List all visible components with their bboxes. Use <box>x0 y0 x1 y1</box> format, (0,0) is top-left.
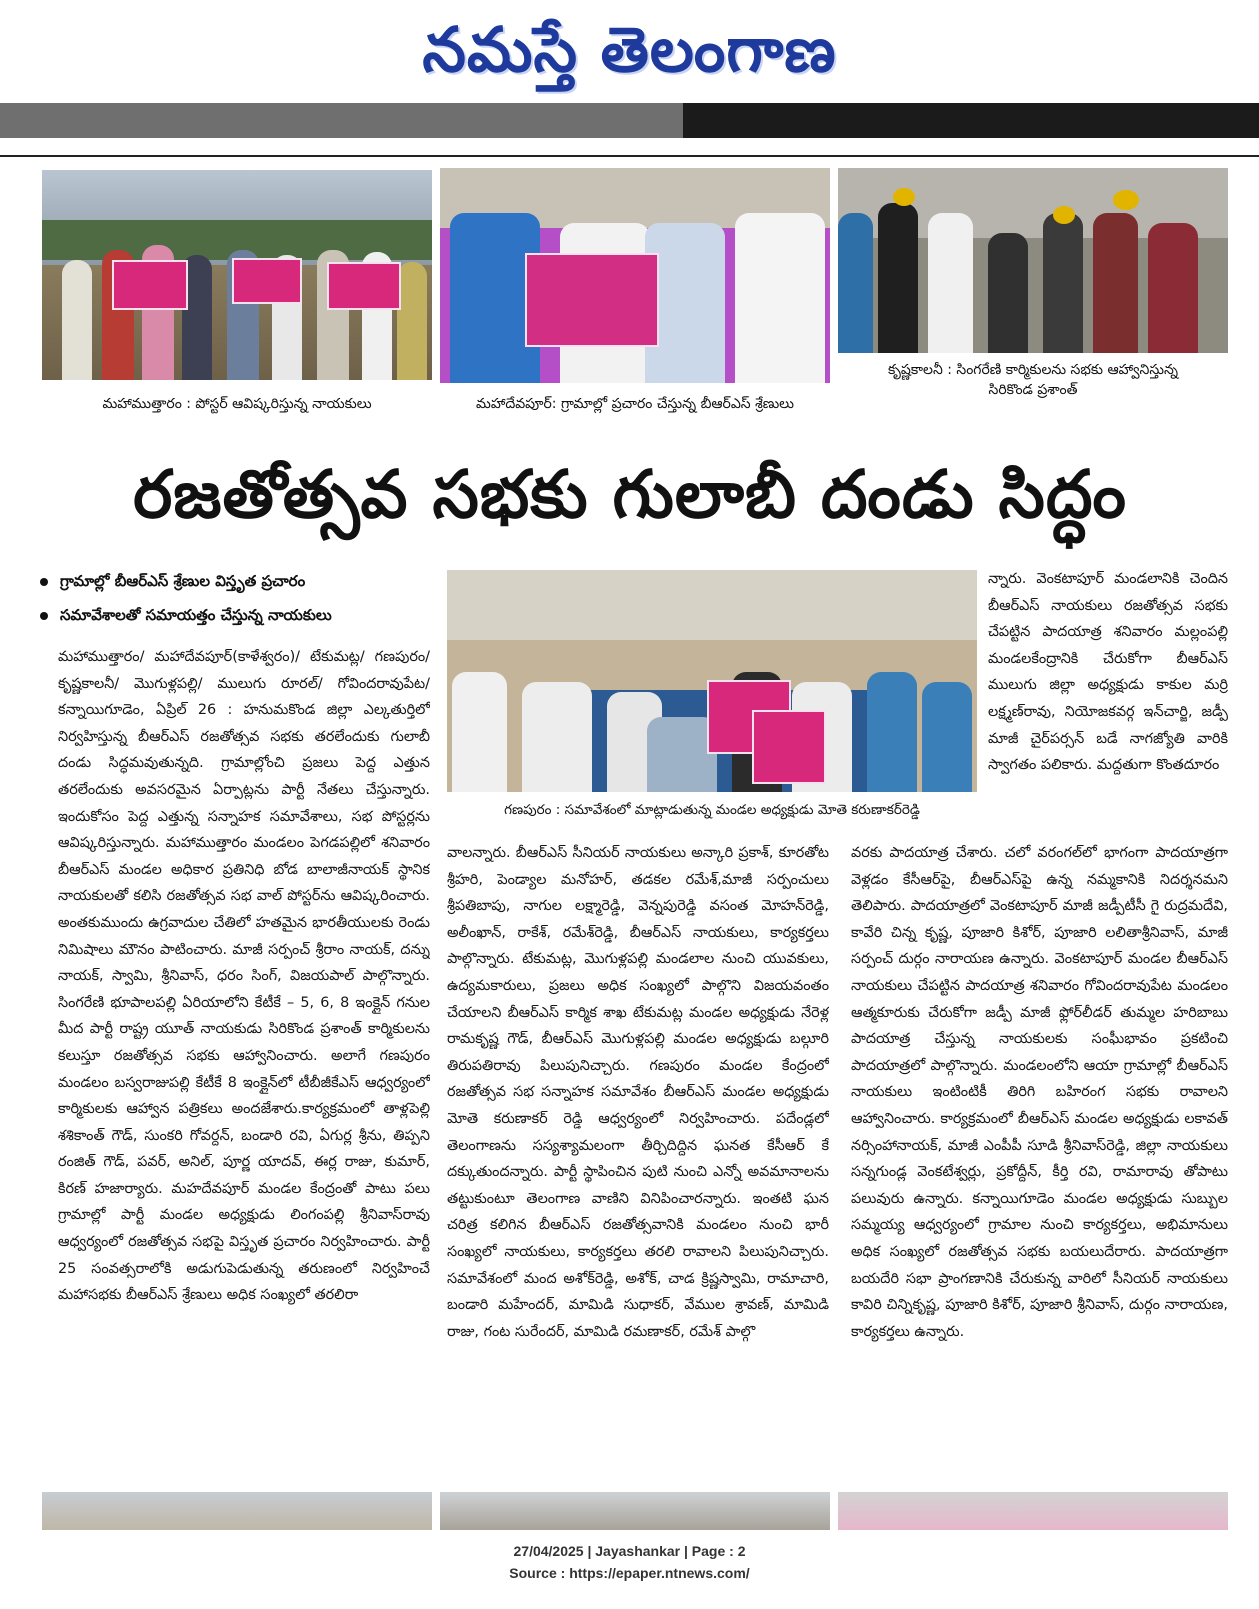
header-rule <box>0 155 1259 157</box>
footer <box>0 1540 1259 1584</box>
caption-photo3-line1: కృష్ణకాలనీ : సింగరేణి కార్మికులను సభకు ఆహ్వానిస్తున్న <box>887 362 1178 378</box>
article-column-2 <box>447 840 829 1440</box>
photo-strip-left <box>42 1492 432 1530</box>
article-column-1 <box>58 644 430 1439</box>
photo-ganapuram <box>447 570 977 792</box>
photo-strip-center <box>440 1492 830 1530</box>
header-bar-black <box>683 103 1259 138</box>
bullet-icon <box>40 612 48 620</box>
footer-source-link[interactable]: Source : https://epaper.ntnews.com/ <box>509 1565 750 1581</box>
photo-krishnacolony <box>838 168 1228 353</box>
article-column-3-bottom <box>851 840 1228 1440</box>
caption-photo4: గణపురం : సమావేశంలో మాట్లాడుతున్న మండల అధ్యక్షుడు మోతె కరుణాకర్‌రెడ్డి <box>504 802 920 818</box>
caption-photo2: మహాదేవపూర్: గ్రామాల్లో ప్రచారం చేస్తున్న బీఆర్ఎస్ శ్రేణులు <box>476 396 794 412</box>
newspaper-logo: నమస్తే తెలంగాణ <box>422 13 837 86</box>
caption-photo3-line2: సిరికొండ ప్రశాంత్ <box>988 382 1078 398</box>
bullet-icon <box>40 578 48 586</box>
article-col1-text: మహాముత్తారం/ మహాదేవపూర్(కాళేశ్వరం)/ టేకుమట్ల/ గణపురం/ కృష్ణకాలనీ/ మొగుళ్లపల్లి/ ములుగు రూరల్/ గోవిందరావుపేట/ కన్నాయిగూడెం, ఏప్రిల్ 26 : హనుమకొండ జిల్లా ఎల్కతుర్తిలో నిర్వహిస్తున్న బీఆర్ఎస్ రజతోత్సవ సభకు తరలేందుకు గులాబీ దండు సిద్ధమవుతున్నది. గ్రామాల్లోంచి ప్రజలు పెద్ద ఎత్తున తరలేందుకు అవసరమైన ఏర్పాట్లను పార్టీ నేతలు చేస్తున్నారు. ఇందుకోసం పెద్ద ఎత్తున్న సన్నాహక సమావేశాలు, సభ పోస్టర్లను ఆవిష్కరిస్తున్నారు. మహాముత్తారం మండలం పెగడపల్లిలో శనివారం బీఆర్ఎస్ మండల అధికార ప్రతినిధి బోడ బాలాజీనాయక్ స్థానిక నాయకులతో కలిసి రజతోత్సవ సభ వాల్ పోస్టర్‌ను ఆవిష్కరించారు. అంతకుముందు ఉగ్రవాదుల చేతిలో హతమైన భారతీయులకు రెండు నిమిషాలు మౌనం పాటించారు. మాజీ సర్పంచ్ శ్రీరాం నాయక్, దన్ను నాయక్, స్వామి, శ్రీనివాస్, ధరం సింగ్, విజయపాల్ పాల్గొన్నారు. సింగరేణి భూపాలపల్లి ఏరియాలోని కేటీకే – 5, 6, 8 ఇంక్లైన్ గనుల మీద పార్టీ రాష్ట్ర యూత్ నాయకుడు సిరికొండ ప్రశాంత్ కార్మికులను కలుస్తూ రజతోత్సవ సభకు ఆహ్వానించారు. అలాగే గణపురం మండలం బస్వరాజుపల్లి కేటీకే 8 ఇంక్లైన్‌లో టీబీజీకేఎస్ ఆధ్వర్యంలో కార్మికులకు ఆహ్వాన పత్రికలు అందజేశారు.కార్యక్రమంలో తాళ్లపెల్లి శశికాంత్ గౌడ్, సుంకరి గోవర్దన్, బండారి రవి, ఏగుర్ల శ్రీను, తిప్పని రంజిత్ గౌడ్, పవర్, అనిల్, పూర్ణ యాదవ్, ఈర్ల రాజు, కుమార్, కిరణ్ హజార్యారు. మహదేవపూర్ మండల కేంద్రంతో పాటు పలు గ్రామాల్లో పార్టీ మండల అధ్యక్షుడు లింగంపల్లి శ్రీనివాస్‌రావు ఆధ్వర్యంలో రజతోత్సవ సభపై విస్తృత ప్రచారం నిర్వహించారు. పార్టీ 25 సంవత్సరాలోకి అడుగుపెడుతున్న తరుణంలో నిర్వహించే మహాసభకు బీఆర్ఎస్ శ్రేణులు అధిక సంఖ్యలో తరలిరా <box>58 649 430 1304</box>
photo-mahamuttaram <box>42 170 432 380</box>
header-bar-grey <box>0 103 683 138</box>
headline: రజతోత్సవ సభకు గులాబీ దండు సిద్ధం <box>133 456 1127 533</box>
article-col2-text: వాలన్నారు. బీఆర్ఎస్ సీనియర్ నాయకులు అన్కారి ప్రకాశ్, కూరతోట శ్రీహరి, పెండ్యాల మనోహర్, తడకల రమేశ్,మాజీ సర్పంచులు శ్రీపతిబాపు, నాగుల లక్ష్మారెడ్డి, వెన్నపురెడ్డి వసంత మోహన్‌రెడ్డి, అలీంఖాన్, రాకేశ్, రమేశ్‌రెడ్డి, బీఆర్ఎస్ నాయకులు, కార్యకర్తలు పాల్గొన్నారు. టేకుమట్ల, మొగుళ్లపల్లి మండలాల నుంచి యువకులు, ఉద్యమకారులు, ప్రజలు అధిక సంఖ్యలో పాల్గొని విజయవంతం చేయాలని బీఆర్ఎస్ కార్మిక శాఖ టేకుమట్ల మండల అధ్యక్షుడు నేరెళ్ల రామకృష్ణ గౌడ్, బీఆర్ఎస్ మొగుళ్లపల్లి మండల అధ్యక్షుడు బల్గూరి తిరుపతిరావు పిలుపునిచ్చారు. గణపురం మండల కేంద్రంలో రజతోత్సవ సభ సన్నాహక సమావేశం బీఆర్ఎస్ మండల అధ్యక్షుడు మోతె కరుణాకర్ రెడ్డి ఆధ్వర్యంలో నిర్వహించారు. పదేండ్లలో తెలంగాణను సస్యశ్యామలంగా తీర్చిదిద్దిన ఘనత కేసీఆర్ కే దక్కుతుందన్నారు. పార్టీ స్థాపించిన పుటి నుంచి ఎన్నో అవమానాలను తట్టుకుంటూ తెలంగాణ వాణిని వినిపించారన్నారు. ఇంతటి ఘన చరిత్ర కలిగిన బీఆర్ఎస్ రజతోత్సవానికి మండలం నుంచి భారీ సంఖ్యలో నాయకులు, కార్యకర్తలు తరలి రావాలని పిలుపునిచ్చారు. సమావేశంలో మంద అశోక్‌రెడ్డి, అశోక్, చాడ క్రిష్ణస్వామి, రామాచారి, బండారి మహేందర్, మామిడి సుధాకర్, వేముల శ్రావణ్, మామిడి రాజు, గంట సురేందర్, మామిడి రమణాకర్, రమేశ్ పాల్గొ <box>447 845 829 1340</box>
bullet-list <box>40 564 440 632</box>
bullet-item: సమావేశాలతో సమాయత్తం చేస్తున్న నాయకులు <box>40 598 440 632</box>
bullet-item: గ్రామాల్లో బీఆర్ఎస్ శ్రేణుల విస్తృత ప్రచారం <box>40 564 440 598</box>
photo-strip-right <box>838 1492 1228 1530</box>
caption-photo1: మహాముత్తారం : పోస్టర్ ఆవిష్కరిస్తున్న నాయకులు <box>102 396 372 412</box>
caption-photo3 <box>838 360 1228 400</box>
article-col3-top-text: న్నారు. వెంకటాపూర్ మండలానికి చెందిన బీఆర్ఎస్ నాయకులు రజతోత్సవ సభకు చేపట్టిన పాదయాత్ర శనివారం మల్లంపల్లి మండలకేంద్రానికి చేరుకోగా బీఆర్ఎస్ ములుగు జిల్లా అధ్యక్షుడు కాకుల మర్రి లక్ష్మణ్‌రావు, నియోజకవర్గ ఇన్‌చార్జి, జడ్పీ మాజీ చైర్‌పర్సన్ బడే నాగజ్యోతి వారికి స్వాగతం పలికారు. మద్దతుగా కొంతదూరం <box>988 571 1228 774</box>
photo-mahadevpur <box>440 168 830 383</box>
article-column-3-top <box>988 566 1228 806</box>
article-col3-bottom-text: వరకు పాదయాత్ర చేశారు. చలో వరంగల్‌లో భాగంగా పాదయాత్రగా వెళ్లడం కేసీఆర్‌పై, బీఆర్ఎస్‌పై ఉన్న నమ్మకానికి నిదర్శనమని తెలిపారు. పాదయాత్రలో వెంకటాపూర్ మాజీ జడ్పీటీసీ గై రుద్రమదేవి, కావేరి చిన్న కృష్ణ, పూజారి కిశోర్, పూజారి లలితాశ్రీనివాస్, మాజీ సర్పంచ్ దుర్గం నారాయణ ఉన్నారు. వెంకటాపూర్ మండల బీఆర్ఎస్ నాయకులు చేపట్టిన పాదయాత్ర శనివారం గోవిందరావుపేట మండలం ఆత్మకూరుకు చేరుకోగా జడ్పీ మాజీ ఫ్లోర్‌లీడర్ తుమ్మల హరిబాబు పాదయాత్ర చేస్తున్న నాయకులకు సంఘీభావం ప్రకటించి పాదయాత్రలో పాల్గొన్నారు. మండలంలోని ఆయా గ్రామాల్లో బీఆర్ఎస్ నాయకులు ఇంటింటికీ తిరిగి బహిరంగ సభకు రావాలని ఆహ్వానించారు. కార్యక్రమంలో బీఆర్ఎస్ మండల అధ్యక్షుడు లకావత్ నర్సింహానాయక్, మాజీ ఎంపీపీ సూడి శ్రీనివాస్‌రెడ్డి, జిల్లా నాయకులు సన్నగుండ్ల వెంకటేశ్వర్లు, ప్రకోద్దీన్, కీర్తి రవి, రామారావు తోపాటు పలువురు ఉన్నారు. కన్నాయిగూడెం మండల అధ్యక్షుడు సుబ్బుల సమ్మయ్య ఆధ్వర్యంలో గ్రామాల నుంచి కార్యకర్తలు, అభిమానులు అధిక సంఖ్యలో రజతోత్సవ సభకు బయలుదేరారు. పాదయాత్రగా బయదేరి సభా ప్రాంగణానికి చేరుకున్న వారిలో సీనియర్ నాయకులు కావిరి చిన్నికృష్ణ, పూజారి కిశోర్, పూజారి శ్రీనివాస్, దుర్గం నారాయణ, కార్యకర్తలు ఉన్నారు. <box>851 845 1228 1340</box>
masthead <box>0 0 1259 100</box>
footer-date-edition: 27/04/2025 | Jayashankar | Page : 2 <box>513 1543 746 1559</box>
